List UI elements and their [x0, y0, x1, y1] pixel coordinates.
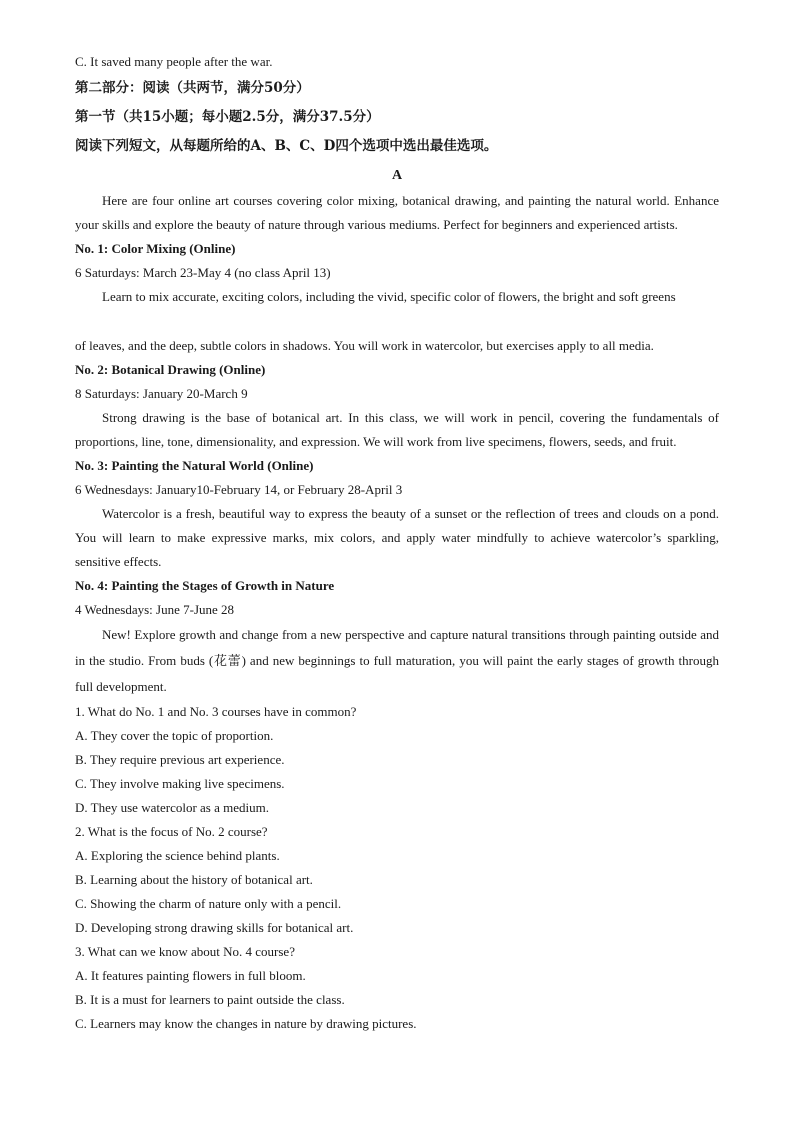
course-2-title: No. 2: Botanical Drawing (Online) — [75, 362, 266, 377]
course-1-schedule: 6 Saturdays: March 23-May 4 (no class April 13) — [75, 265, 331, 280]
subsection-header: 第一节（共15小题；每小题2.5分，满分37.5分） — [75, 109, 380, 125]
question-1-option-a: A. They cover the topic of proportion. — [75, 728, 274, 743]
question-3-option-a: A. It features painting flowers in full bloom. — [75, 968, 306, 983]
document-page — [75, 50, 719, 1036]
question-2-stem: 2. What is the focus of No. 2 course? — [75, 824, 268, 839]
course-1-title: No. 1: Color Mixing (Online) — [75, 241, 236, 256]
question-1-stem: 1. What do No. 1 and No. 3 courses have in common? — [75, 704, 357, 719]
course-4-title: No. 4: Painting the Stages of Growth in Nature — [75, 578, 335, 593]
question-3-stem: 3. What can we know about No. 4 course? — [75, 944, 295, 959]
question-2-option-d: D. Developing strong drawing skills for botanical art. — [75, 920, 354, 935]
question-3-option-c: C. Learners may know the changes in nature by drawing pictures. — [75, 1016, 417, 1031]
instructions: 阅读下列短文，从每题所给的A、B、C、D四个选项中选出最佳选项。 — [75, 138, 498, 154]
passage-intro: Here are four online art courses covering color mixing, botanical drawing, and painting the natural world. Enhance your skills and explore the beauty of nature through various mediums. Perfect for beginners and experienced artists. — [75, 193, 719, 232]
previous-option-c: C. It saved many people after the war. — [75, 54, 273, 69]
question-2-option-c: C. Showing the charm of nature only with a pencil. — [75, 896, 342, 911]
question-1-option-d: D. They use watercolor as a medium. — [75, 800, 269, 815]
course-1-description-cont: of leaves, and the deep, subtle colors in shadows. You will work in watercolor, but exercises apply to all media. — [75, 338, 654, 353]
question-2-option-a: A. Exploring the science behind plants. — [75, 848, 280, 863]
passage-label: A — [391, 168, 403, 183]
blank-gap — [75, 309, 719, 334]
course-3-description: Watercolor is a fresh, beautiful way to express the beauty of a sunset or the reflection of trees and clouds on a pond. You will learn to make expressive marks, mix colors, and apply water mindfully to achieve watercolor’s sparkling, sensitive effects. — [75, 506, 719, 569]
question-3-option-b: B. It is a must for learners to paint outside the class. — [75, 992, 345, 1007]
course-1-description: Learn to mix accurate, exciting colors, including the vivid, specific color of flowers, the bright and soft greens — [102, 289, 676, 304]
question-2-option-b: B. Learning about the history of botanical art. — [75, 872, 313, 887]
course-2-schedule: 8 Saturdays: January 20-March 9 — [75, 386, 248, 401]
section-header: 第二部分：阅读（共两节，满分50分） — [75, 80, 310, 96]
course-4-schedule: 4 Wednesdays: June 7-June 28 — [75, 602, 235, 617]
course-2-description: Strong drawing is the base of botanical art. In this class, we will work in pencil, covering the fundamentals of proportions, line, tone, dimensionality, and expression. We will work from live specimens, flowers, seeds, and fruit. — [75, 410, 719, 449]
question-1-option-b: B. They require previous art experience. — [75, 752, 285, 767]
course-3-title: No. 3: Painting the Natural World (Online) — [75, 458, 314, 473]
question-1-option-c: C. They involve making live specimens. — [75, 776, 285, 791]
course-4-description: New! Explore growth and change from a new perspective and capture natural transitions through painting outside and in the studio. From buds (花蕾) and new beginnings to full maturation, you will paint the early stages of growth through full development. — [75, 627, 719, 694]
course-3-schedule: 6 Wednesdays: January10-February 14, or February 28-April 3 — [75, 482, 403, 497]
